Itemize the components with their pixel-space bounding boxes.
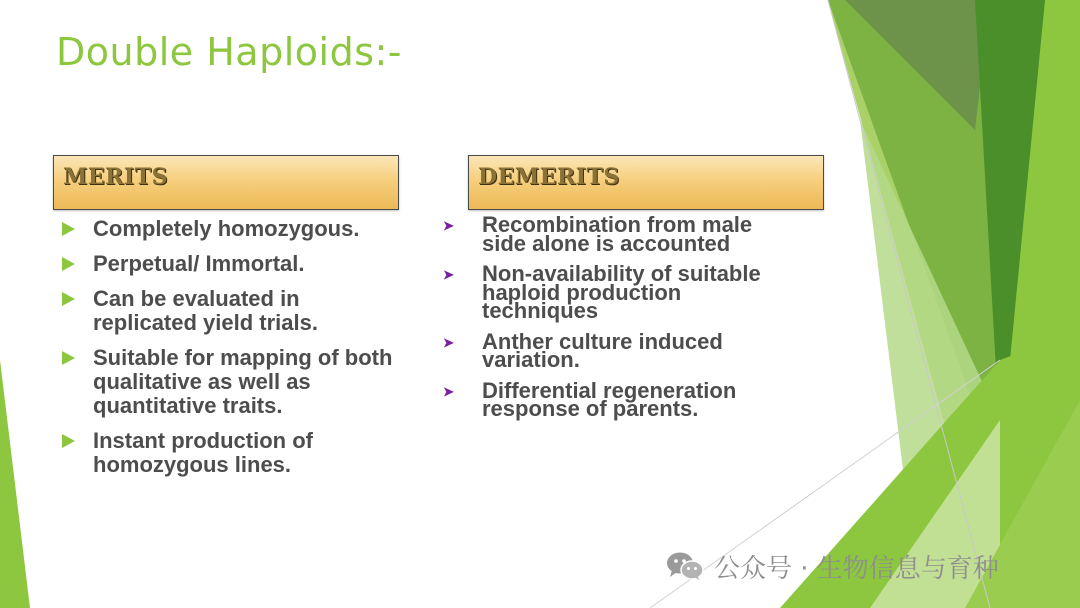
demerits-item-text: Anther culture induced variation. bbox=[482, 328, 723, 372]
demerits-item-text: Differential regeneration response of parents. bbox=[482, 377, 737, 421]
arrow-bullet-icon: ➤ bbox=[443, 334, 454, 350]
demerits-list-item bbox=[443, 328, 783, 372]
merits-item-text: Perpetual/ Immortal. bbox=[93, 251, 305, 276]
demerits-item-text: Recombination from male side alone is accounted bbox=[482, 212, 753, 256]
merits-list-item bbox=[62, 287, 402, 335]
merits-item-text: Instant production of homozygous lines. bbox=[93, 428, 313, 477]
merits-header-label: MERITS bbox=[63, 164, 168, 190]
demerits-header bbox=[468, 155, 824, 210]
demerits-header-label: DEMERITS bbox=[478, 164, 620, 190]
arrow-bullet-icon: ➤ bbox=[443, 383, 454, 399]
triangle-bullet-icon bbox=[62, 222, 75, 236]
merits-item-text: Can be evaluated in replicated yield trials. bbox=[93, 286, 318, 335]
demerits-list-item bbox=[443, 261, 783, 323]
demerits-list-item bbox=[443, 212, 783, 256]
triangle-bullet-icon bbox=[62, 292, 75, 306]
watermark-text: 公众号 · 生物信息与育种 bbox=[714, 553, 999, 584]
merits-list-item bbox=[62, 252, 402, 276]
demerits-list bbox=[443, 212, 783, 431]
watermark bbox=[666, 548, 999, 584]
merits-list-item bbox=[62, 429, 402, 477]
demerits-list-item bbox=[443, 377, 783, 421]
arrow-bullet-icon: ➤ bbox=[443, 267, 454, 282]
merits-item-text: Suitable for mapping of both qualitative as well as quantitative traits. bbox=[93, 345, 393, 418]
demerits-item-text: Non-availability of suitable haploid production techniques bbox=[482, 261, 761, 323]
triangle-bullet-icon bbox=[62, 257, 75, 271]
slide-title: Double Haploids:- bbox=[56, 30, 403, 74]
triangle-bullet-icon bbox=[62, 351, 75, 365]
merits-list-item bbox=[62, 346, 402, 418]
triangle-bullet-icon bbox=[62, 434, 75, 448]
merits-item-text: Completely homozygous. bbox=[93, 216, 360, 241]
arrow-bullet-icon: ➤ bbox=[443, 218, 454, 233]
merits-header bbox=[53, 155, 399, 210]
merits-list-item bbox=[62, 217, 402, 241]
wechat-icon bbox=[666, 551, 704, 581]
merits-list bbox=[62, 217, 402, 488]
